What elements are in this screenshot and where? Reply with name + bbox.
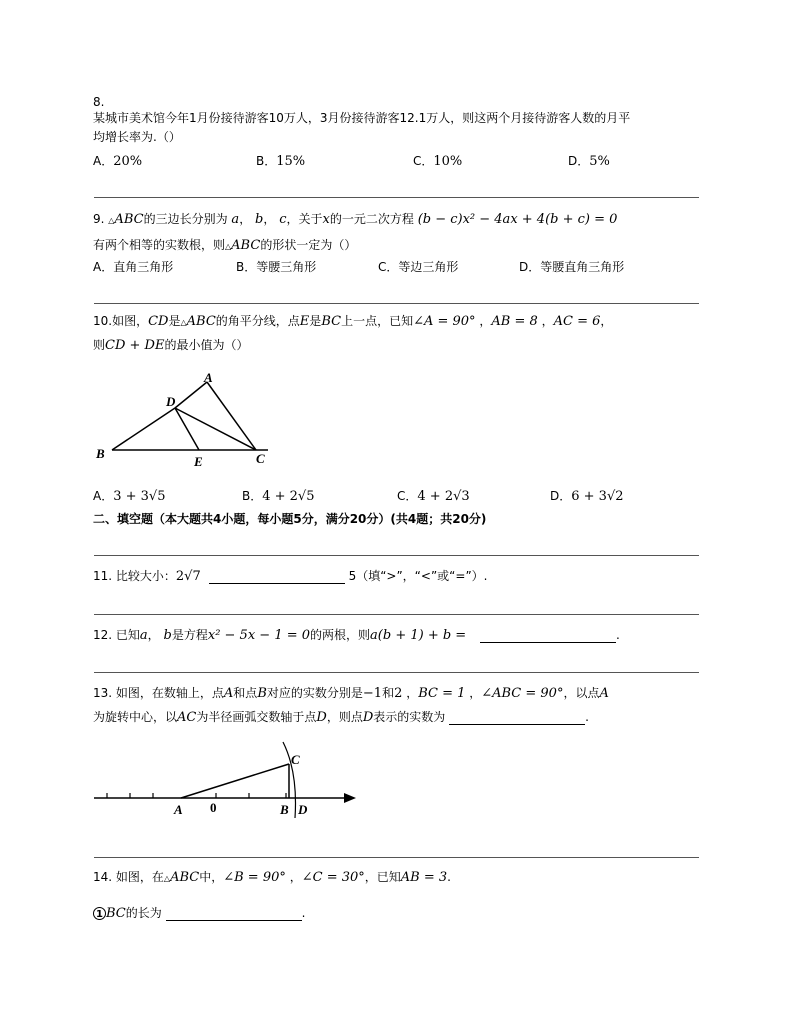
label-zero: 0 xyxy=(210,800,217,815)
q8-option-c[interactable]: C．10% xyxy=(413,154,463,169)
divider xyxy=(94,303,699,304)
arrow-icon xyxy=(344,793,356,803)
q10-option-b[interactable]: B．4 + 2√5 xyxy=(242,489,315,504)
q14-line1: 14. 如图，在△ABC中，∠B = 90° ，∠C = 30°，已知AB = 3. xyxy=(93,870,451,885)
q8-option-d[interactable]: D．5% xyxy=(568,154,610,169)
divider xyxy=(94,857,699,858)
divider xyxy=(94,672,699,673)
q8-number: 8. xyxy=(93,95,105,109)
q10-line1: 10.如图，CD是△ABC的角平分线，点E是BC上一点，已知∠A = 90° ，AB = 8 ，AC = 6， xyxy=(93,314,613,329)
label-d: D xyxy=(298,802,308,817)
label-d: D xyxy=(166,394,176,409)
label-b: B xyxy=(96,446,105,461)
segment-bd xyxy=(112,408,175,450)
q8-option-b[interactable]: B．15% xyxy=(256,154,306,169)
q10-line2: 则CD + DE的最小值为（） xyxy=(93,338,249,353)
q11-line: 11. 比较大小：2√7 5（填“>”，“<”或“=”）. xyxy=(93,569,488,584)
q9-line2: 有两个相等的实数根，则△ABC的形状一定为（） xyxy=(93,238,357,253)
q9-option-d[interactable]: D．等腰直角三角形 xyxy=(519,260,625,274)
q8-text-line1: 某城市美术馆今年1月份接待游客10万人，3月份接待游客12.1万人，则这两个月接待游客人数的月平 xyxy=(93,111,631,125)
segment-ac xyxy=(181,764,289,798)
q13-line1: 13. 如图，在数轴上，点A和点B对应的实数分别是−1和2 ，BC = 1 ，∠ABC = 90°，以点A xyxy=(93,686,609,701)
label-e: E xyxy=(194,454,203,469)
q9-option-c[interactable]: C．等边三角形 xyxy=(378,260,459,274)
q9-option-a[interactable]: A．直角三角形 xyxy=(93,260,174,274)
divider xyxy=(94,197,699,198)
q11-answer-blank[interactable] xyxy=(209,571,345,584)
divider xyxy=(94,614,699,615)
q10-option-a[interactable]: A．3 + 3√5 xyxy=(93,489,166,504)
segment-ac xyxy=(207,382,256,450)
q8-option-a[interactable]: A．20% xyxy=(93,154,143,169)
label-c: C xyxy=(256,451,265,466)
q13-number-line-figure xyxy=(90,740,370,822)
q14-sub1: 1 BC的长为 . xyxy=(93,906,305,921)
q10-option-c[interactable]: C．4 + 2√3 xyxy=(397,489,470,504)
q12-line: 12. 已知a， b是方程x² − 5x − 1 = 0的两根，则a(b + 1) + b = . xyxy=(93,628,620,643)
q13-line2: 为旋转中心，以AC为半径画弧交数轴于点D，则点D表示的实数为 . xyxy=(93,710,589,725)
q12-answer-blank[interactable] xyxy=(480,630,616,643)
q14-sub1-answer-blank[interactable] xyxy=(166,908,302,921)
label-a: A xyxy=(204,370,213,385)
q9-equation: (b − c)x² − 4ax + 4(b + c) = 0 xyxy=(417,212,618,227)
q13-answer-blank[interactable] xyxy=(449,712,585,725)
q10-option-d[interactable]: D．6 + 3√2 xyxy=(550,489,624,504)
q10-triangle-figure xyxy=(90,368,280,473)
section-title: 二、填空题（本大题共4小题，每小题5分，满分20分）(共4题；共20分) xyxy=(93,512,487,526)
label-c: C xyxy=(291,752,300,767)
q11-expr: 2√7 xyxy=(175,569,201,584)
segment-da xyxy=(175,382,207,408)
q8-text-line2: 均增长率为.（） xyxy=(93,130,181,144)
divider xyxy=(94,555,699,556)
q9-line1: 9. △ABC的三边长分别为 a， b， c，关于x的一元二次方程 (b − c)x² − 4ax + 4(b + c) = 0 xyxy=(93,212,618,227)
q12-equation: x² − 5x − 1 = 0 xyxy=(207,628,311,643)
label-b: B xyxy=(280,802,289,817)
circle-number-icon: 1 xyxy=(93,907,106,920)
label-a: A xyxy=(174,802,183,817)
q9-option-b[interactable]: B．等腰三角形 xyxy=(236,260,317,274)
